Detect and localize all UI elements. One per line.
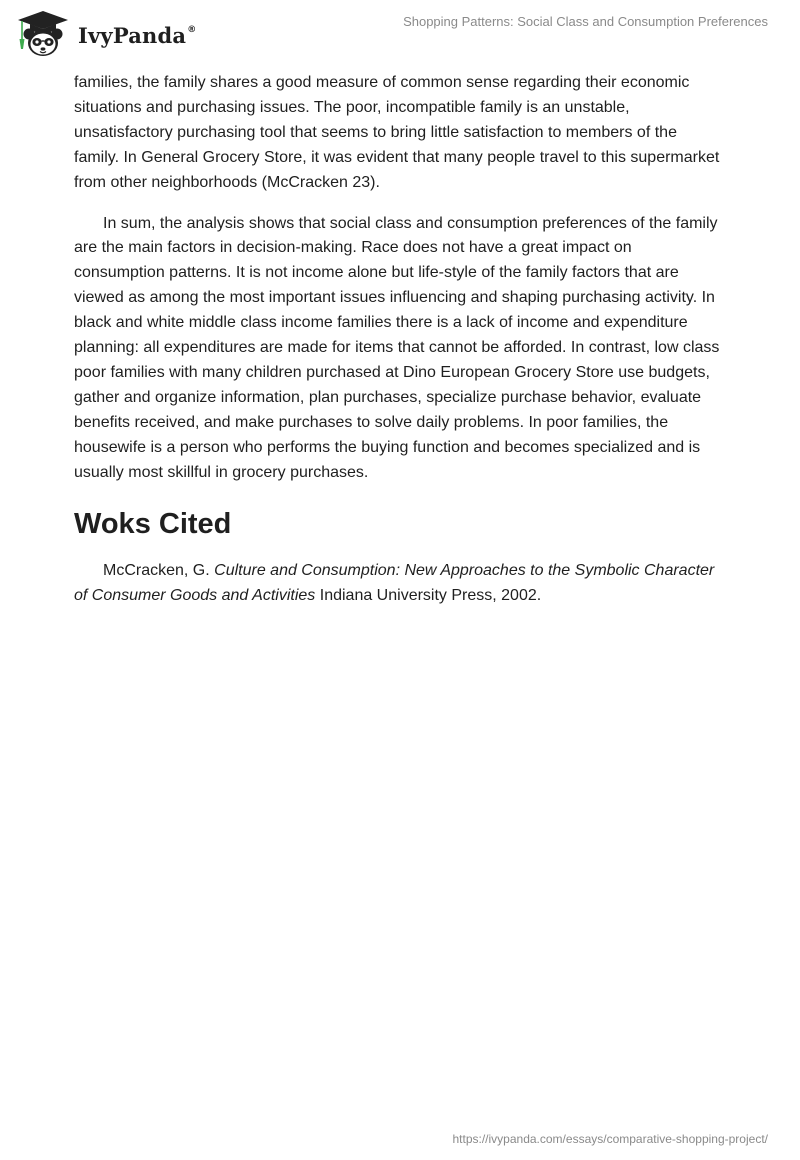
- body-paragraph-2: In sum, the analysis shows that social class and consumption preferences of the family are the main factors in decision-making. Race does not have a great impact on consumption patterns. It is not income alone but life-style of the family factors that are viewed as among the most important issues influencing and shaping purchasing activity. In black and white middle class income families there is a lack of income and expenditure planning: all expenditures are made for items that cannot be afforded. In contrast, low class poor families with many children purchased at Dino European Grocery Store use budgets, gather and organize information, plan purchases, specialize purchase behavior, evaluate benefits received, and make purchases to solve daily problems. In poor families, the housewife is a person who performs the buying function and becomes specialized and is usually most skillful in grocery purchases.: [74, 214, 720, 481]
- citation-publisher: Indiana University Press, 2002.: [315, 586, 542, 604]
- running-head-title: Shopping Patterns: Social Class and Consumption Preferences: [403, 14, 768, 29]
- citation-title: Culture and Consumption: New Approaches to the Symbolic Character of Consumer Goods and Activities: [74, 561, 715, 604]
- logo-wordmark: IvyPanda®: [78, 22, 197, 48]
- panda-graduate-icon: [14, 9, 72, 59]
- citation-author: McCracken, G.: [103, 561, 215, 579]
- page-header: [0, 0, 800, 70]
- citation-entry: [74, 558, 726, 608]
- works-cited-heading: Woks Cited: [74, 507, 232, 540]
- essay-content: [74, 71, 726, 608]
- ivypanda-logo[interactable]: [14, 9, 196, 59]
- source-url-link[interactable]: https://ivypanda.com/essays/comparative-shopping-project/: [452, 1132, 768, 1146]
- body-paragraph-1: families, the family shares a good measure of common sense regarding their economic situations and purchasing issues. The poor, incompatible family is an unstable, unsatisfactory purchasing tool that seems to bring little satisfaction to members of the family. In General Grocery Store, it was evident that many people travel to this supermarket from other neighborhoods (McCracken 23).: [74, 74, 720, 191]
